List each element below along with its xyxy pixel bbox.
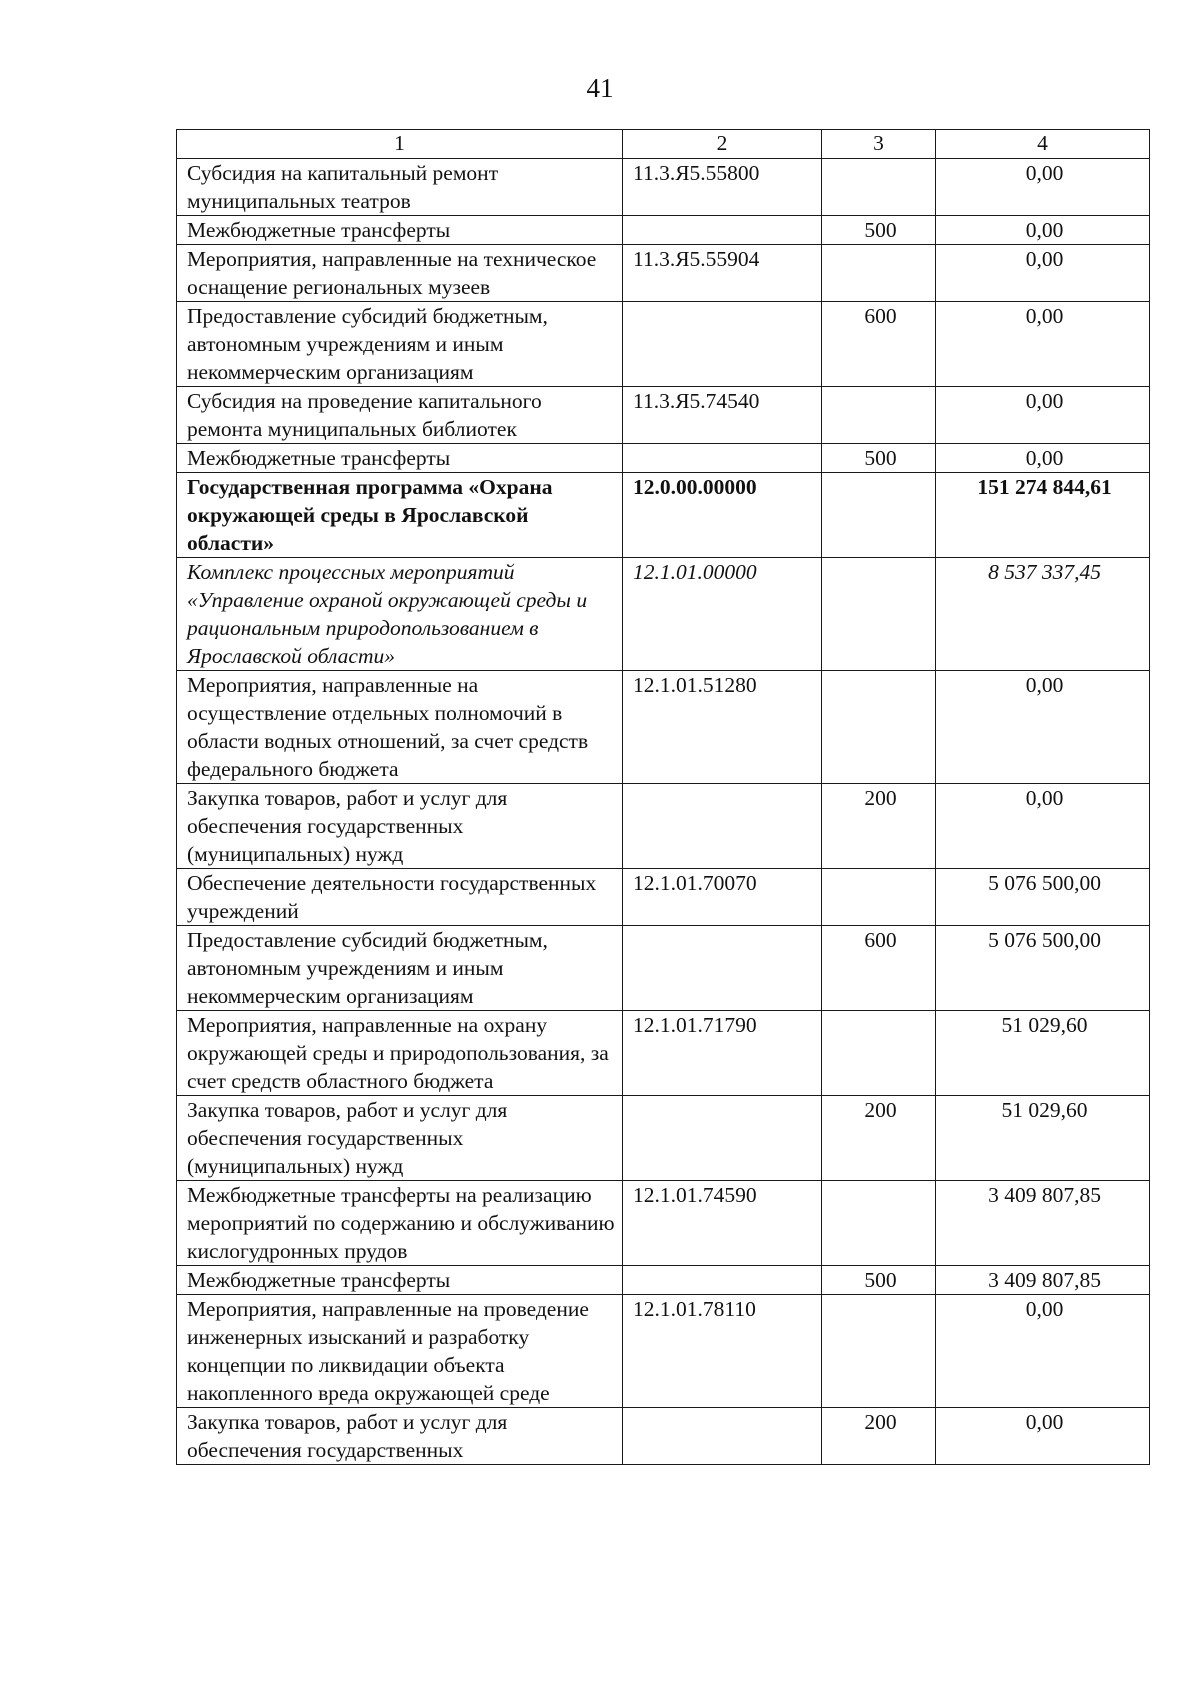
row-amount-cell: 0,00 xyxy=(936,216,1150,245)
row-amount-cell: 0,00 xyxy=(936,159,1150,216)
row-amount-cell: 51 029,60 xyxy=(936,1096,1150,1181)
row-code-cell xyxy=(623,926,822,1011)
table-row xyxy=(177,1011,1150,1096)
row-amount-cell: 0,00 xyxy=(936,302,1150,387)
row-name-cell: Мероприятия, направленные на осуществление отдельных полномочий в области водных отношений, за счет средств федерального бюджета xyxy=(177,671,623,784)
row-kvr-cell xyxy=(822,869,936,926)
row-code-cell: 12.0.00.00000 xyxy=(623,473,822,558)
row-amount-cell: 3 409 807,85 xyxy=(936,1266,1150,1295)
row-amount-cell: 151 274 844,61 xyxy=(936,473,1150,558)
row-amount-cell: 8 537 337,45 xyxy=(936,558,1150,671)
table-row xyxy=(177,1096,1150,1181)
row-code-cell: 12.1.01.78110 xyxy=(623,1295,822,1408)
row-kvr-cell: 600 xyxy=(822,926,936,1011)
row-code-cell: 12.1.01.71790 xyxy=(623,1011,822,1096)
page-number: 41 xyxy=(586,73,614,103)
row-kvr-cell xyxy=(822,387,936,444)
row-code-cell: 11.3.Я5.74540 xyxy=(623,387,822,444)
row-kvr-cell xyxy=(822,1295,936,1408)
row-code-cell: 12.1.01.00000 xyxy=(623,558,822,671)
row-amount-cell: 0,00 xyxy=(936,1295,1150,1408)
table-row xyxy=(177,1181,1150,1266)
row-kvr-cell: 200 xyxy=(822,1096,936,1181)
column-number-row xyxy=(177,130,1150,159)
row-code-cell: 11.3.Я5.55800 xyxy=(623,159,822,216)
budget-table xyxy=(176,129,1150,1465)
row-code-cell xyxy=(623,302,822,387)
row-name-cell: Закупка товаров, работ и услуг для обеспечения государственных xyxy=(177,1408,623,1465)
row-name-cell: Субсидия на капитальный ремонт муниципальных театров xyxy=(177,159,623,216)
row-kvr-cell: 200 xyxy=(822,784,936,869)
table-row xyxy=(177,245,1150,302)
row-amount-cell: 0,00 xyxy=(936,1408,1150,1465)
row-name-cell: Межбюджетные трансферты на реализацию мероприятий по содержанию и обслуживанию кислогудронных прудов xyxy=(177,1181,623,1266)
row-code-cell xyxy=(623,216,822,245)
row-name-cell: Закупка товаров, работ и услуг для обеспечения государственных (муниципальных) нужд xyxy=(177,784,623,869)
row-amount-cell: 5 076 500,00 xyxy=(936,869,1150,926)
table-row xyxy=(177,216,1150,245)
row-name-cell: Обеспечение деятельности государственных учреждений xyxy=(177,869,623,926)
table-row xyxy=(177,869,1150,926)
row-name-cell: Межбюджетные трансферты xyxy=(177,1266,623,1295)
table-row xyxy=(177,302,1150,387)
row-amount-cell: 0,00 xyxy=(936,784,1150,869)
row-amount-cell: 0,00 xyxy=(936,444,1150,473)
row-kvr-cell xyxy=(822,558,936,671)
row-kvr-cell: 200 xyxy=(822,1408,936,1465)
table-row xyxy=(177,1408,1150,1465)
row-code-cell: 12.1.01.70070 xyxy=(623,869,822,926)
row-kvr-cell xyxy=(822,245,936,302)
table-row xyxy=(177,1266,1150,1295)
row-name-cell: Комплекс процессных мероприятий «Управление охраной окружающей среды и рациональным природопользованием в Ярославской области» xyxy=(177,558,623,671)
row-kvr-cell: 600 xyxy=(822,302,936,387)
table-header xyxy=(177,130,1150,159)
column-header-2: 2 xyxy=(623,130,822,159)
row-amount-cell: 0,00 xyxy=(936,671,1150,784)
table-row xyxy=(177,784,1150,869)
row-name-cell: Мероприятия, направленные на охрану окружающей среды и природопользования, за счет средств областного бюджета xyxy=(177,1011,623,1096)
column-header-1: 1 xyxy=(177,130,623,159)
row-kvr-cell: 500 xyxy=(822,216,936,245)
table-row xyxy=(177,159,1150,216)
row-amount-cell: 0,00 xyxy=(936,387,1150,444)
row-name-cell: Межбюджетные трансферты xyxy=(177,444,623,473)
row-name-cell: Мероприятия, направленные на проведение инженерных изысканий и разработку концепции по ликвидации объекта накопленного вреда окружающей среде xyxy=(177,1295,623,1408)
row-name-cell: Закупка товаров, работ и услуг для обеспечения государственных (муниципальных) нужд xyxy=(177,1096,623,1181)
row-code-cell: 11.3.Я5.55904 xyxy=(623,245,822,302)
row-amount-cell: 3 409 807,85 xyxy=(936,1181,1150,1266)
column-header-4: 4 xyxy=(936,130,1150,159)
table-row xyxy=(177,926,1150,1011)
row-name-cell: Государственная программа «Охрана окружающей среды в Ярославской области» xyxy=(177,473,623,558)
row-code-cell xyxy=(623,1266,822,1295)
row-name-cell: Предоставление субсидий бюджетным, автономным учреждениям и иным некоммерческим организациям xyxy=(177,302,623,387)
column-header-3: 3 xyxy=(822,130,936,159)
row-code-cell: 12.1.01.51280 xyxy=(623,671,822,784)
row-kvr-cell xyxy=(822,671,936,784)
row-code-cell xyxy=(623,784,822,869)
row-code-cell: 12.1.01.74590 xyxy=(623,1181,822,1266)
row-code-cell xyxy=(623,444,822,473)
table-body xyxy=(177,159,1150,1465)
row-kvr-cell: 500 xyxy=(822,444,936,473)
row-amount-cell: 0,00 xyxy=(936,245,1150,302)
row-kvr-cell xyxy=(822,473,936,558)
row-kvr-cell: 500 xyxy=(822,1266,936,1295)
row-code-cell xyxy=(623,1408,822,1465)
row-code-cell xyxy=(623,1096,822,1181)
table-row xyxy=(177,473,1150,558)
row-name-cell: Межбюджетные трансферты xyxy=(177,216,623,245)
table-row xyxy=(177,387,1150,444)
table-row xyxy=(177,558,1150,671)
row-kvr-cell xyxy=(822,1011,936,1096)
table-row xyxy=(177,1295,1150,1408)
row-name-cell: Субсидия на проведение капитального ремонта муниципальных библиотек xyxy=(177,387,623,444)
row-name-cell: Мероприятия, направленные на техническое оснащение региональных музеев xyxy=(177,245,623,302)
row-amount-cell: 51 029,60 xyxy=(936,1011,1150,1096)
row-name-cell: Предоставление субсидий бюджетным, автономным учреждениям и иным некоммерческим организациям xyxy=(177,926,623,1011)
row-kvr-cell xyxy=(822,159,936,216)
row-amount-cell: 5 076 500,00 xyxy=(936,926,1150,1011)
table-row xyxy=(177,444,1150,473)
row-kvr-cell xyxy=(822,1181,936,1266)
table-row xyxy=(177,671,1150,784)
